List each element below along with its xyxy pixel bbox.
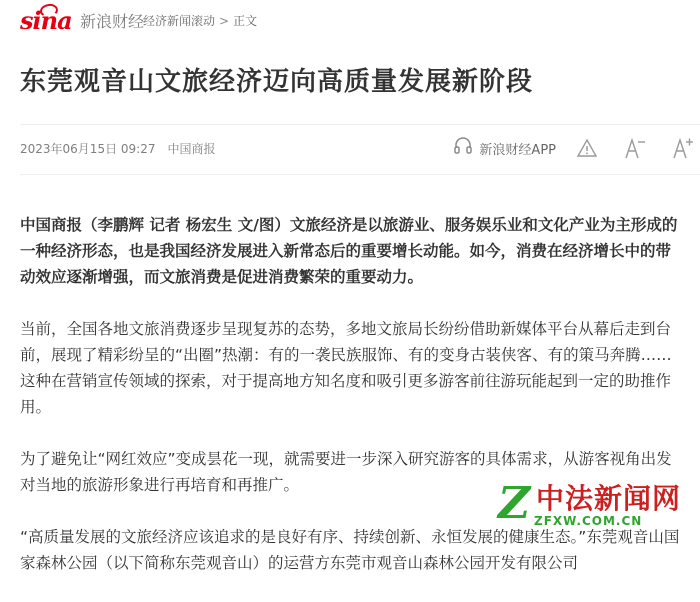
- report-button[interactable]: [570, 138, 604, 158]
- watermark-logo: [498, 478, 698, 530]
- article-paragraph: “高质量发展的文旅经济应该追求的是良好有序、持续创新、永恒发展的健康生态。”东莞观音山国家森林公园（以下简称东莞观音山）的运营方东莞市观音山森林公园开发有限公司: [20, 528, 680, 572]
- warning-report-icon: [570, 138, 604, 158]
- top-bar: [0, 0, 700, 40]
- breadcrumb-separator: >: [219, 14, 230, 28]
- watermark-letter: Z: [498, 478, 531, 529]
- publish-date: 2023年06月15日 09:27: [20, 142, 156, 156]
- article-paragraph-lead: 中国商报（李鹏辉 记者 杨宏生 文/图）文旅经济是以旅游业、服务娱乐业和文化产业为主形成的一种经济形态，也是我国经济发展进入新常态后的重要增长动能。如今，消费在经济增长中的带动效应逐渐增强，而文旅消费是促进消费繁荣的重要动力。: [20, 216, 678, 286]
- article-toolbar: [453, 133, 700, 163]
- app-download-link[interactable]: [453, 136, 556, 160]
- article-paragraph: 当前，全国各地文旅消费逐步呈现复苏的态势，多地文旅局长纷纷借助新媒体平台从幕后走到台前，展现了精彩纷呈的“出圈”热潮：有的一袭民族服饰、有的变身古装侠客、有的策马奔腾……这种在营销宣传领域的探索，对于提高地方知名度和吸引更多游客前往游玩能起到一定的助推作用。: [20, 320, 672, 416]
- watermark-url: ZFXW.COM.CN: [534, 514, 643, 528]
- sina-logo-text: sina: [20, 6, 72, 35]
- article-meta: [20, 140, 216, 157]
- divider: [20, 124, 700, 125]
- divider: [20, 174, 700, 175]
- breadcrumb: [143, 12, 257, 29]
- headphone-icon: [453, 136, 479, 160]
- app-download-label: 新浪财经APP: [479, 142, 556, 158]
- font-decrease-button[interactable]: [618, 137, 652, 159]
- breadcrumb-current: 正文: [233, 14, 258, 28]
- article-body: [20, 212, 682, 602]
- breadcrumb-section-link[interactable]: 经济新闻滚动: [143, 14, 216, 28]
- font-increase-button[interactable]: [666, 137, 700, 159]
- article-paragraph: 为了避免让“网红效应”变成昙花一现，就需要进一步深入研究游客的具体需求，从游客视角出发对当地的旅游形象进行再培育和再推广。: [20, 450, 672, 494]
- article-source[interactable]: 中国商报: [167, 142, 216, 156]
- font-decrease-icon: [618, 137, 652, 159]
- article-title: 东莞观音山文旅经济迈向高质量发展新阶段: [20, 67, 534, 97]
- font-increase-icon: [666, 137, 700, 159]
- site-name[interactable]: 新浪财经: [80, 12, 145, 31]
- watermark-name: 中法新闻网: [536, 482, 682, 515]
